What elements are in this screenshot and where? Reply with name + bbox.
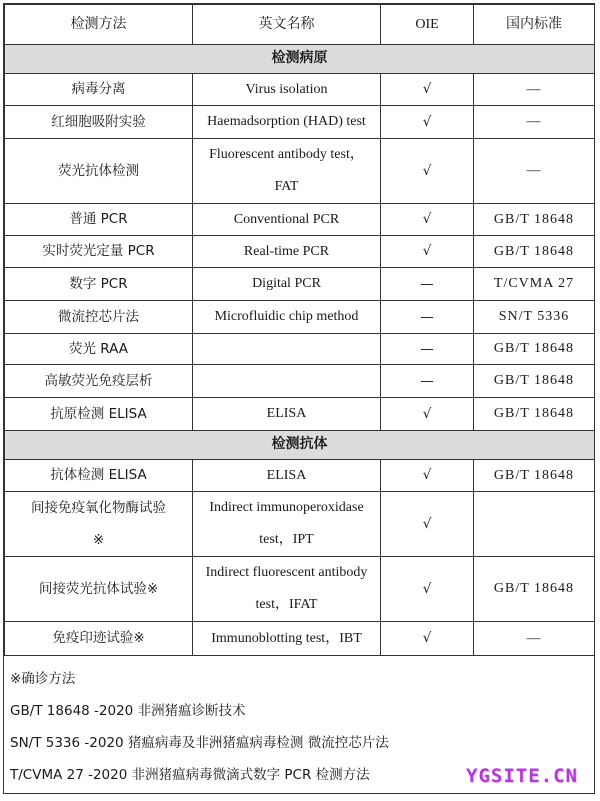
- english-name-cell-line: test，IFAT: [255, 597, 318, 612]
- national-standard-cell-line: —: [526, 81, 542, 97]
- english-name-cell: [193, 74, 381, 106]
- table-row: [5, 492, 595, 557]
- table-row: [5, 460, 595, 492]
- oie-cell-line: √: [422, 81, 432, 98]
- oie-cell-line: √: [422, 405, 432, 422]
- methods-table-frame: [3, 3, 595, 794]
- header-national-standard: 国内标准: [474, 5, 595, 45]
- english-name-cell: [193, 139, 381, 204]
- table-row: [5, 268, 595, 301]
- table-row: [5, 204, 595, 236]
- method-cell: [5, 236, 193, 268]
- method-cell: [5, 334, 193, 365]
- english-name-cell-line: Conventional PCR: [233, 211, 340, 227]
- national-standard-cell: [474, 492, 595, 557]
- english-name-cell: [193, 622, 381, 656]
- national-standard-cell-line: GB/T 18648: [493, 211, 575, 227]
- method-cell-line: 间接荧光抗体试验※: [38, 580, 159, 597]
- english-name-cell: [193, 460, 381, 492]
- oie-cell: [381, 557, 474, 622]
- note-tcvma: T/CVMA 27 -2020 非洲猪瘟病毒微滴式数字 PCR 检测方法: [10, 767, 370, 783]
- national-standard-cell-line: —: [526, 630, 542, 646]
- method-cell: [5, 557, 193, 622]
- method-cell-line: 荧光 RAA: [69, 340, 128, 357]
- oie-cell-line: —: [420, 340, 434, 357]
- note-snt: SN/T 5336 -2020 猪瘟病毒及非洲猪瘟病毒检测 微流控芯片法: [10, 735, 389, 751]
- method-cell: [5, 492, 193, 557]
- method-cell-line: 病毒分离: [71, 81, 126, 98]
- oie-cell-line: √: [422, 467, 432, 484]
- section-row-antibody: [5, 431, 595, 460]
- english-name-cell-line: Digital PCR: [252, 276, 321, 292]
- english-name-cell: [193, 492, 381, 557]
- method-cell: [5, 106, 193, 139]
- section-title-pathogen: 检测病原: [5, 45, 595, 74]
- english-name-cell: [193, 398, 381, 431]
- method-cell: [5, 622, 193, 656]
- section-row-pathogen: [5, 45, 595, 74]
- english-name-cell: [193, 301, 381, 334]
- method-cell-line: 数字 PCR: [69, 275, 128, 292]
- english-name-cell-line: Microfluidic chip method: [214, 309, 359, 325]
- oie-cell-line: √: [422, 515, 432, 532]
- table-row: [5, 557, 595, 622]
- english-name-cell: [193, 557, 381, 622]
- national-standard-cell-line: GB/T 18648: [493, 243, 575, 259]
- method-cell: [5, 460, 193, 492]
- oie-cell: [381, 622, 474, 656]
- national-standard-cell-line: GB/T 18648: [493, 406, 575, 422]
- national-standard-cell-line: GB/T 18648: [493, 467, 575, 483]
- method-cell: [5, 365, 193, 398]
- method-cell-line: 实时荧光定量 PCR: [42, 243, 155, 260]
- method-cell-line: 免疫印迹试验※: [52, 630, 145, 647]
- national-standard-cell: [474, 268, 595, 301]
- national-standard-cell-line: —: [526, 163, 542, 179]
- method-cell: [5, 204, 193, 236]
- table-row: [5, 139, 595, 204]
- oie-cell-line: —: [420, 275, 434, 292]
- oie-cell-line: —: [420, 372, 434, 389]
- english-name-cell-line: Fluorescent antibody test，: [209, 147, 364, 162]
- oie-cell-line: √: [422, 630, 432, 647]
- oie-cell: [381, 398, 474, 431]
- national-standard-cell: [474, 139, 595, 204]
- oie-cell: [381, 365, 474, 398]
- table-row: [5, 301, 595, 334]
- english-name-cell: [193, 365, 381, 398]
- oie-cell-line: √: [422, 113, 432, 130]
- oie-cell: [381, 236, 474, 268]
- method-cell-line: 微流控芯片法: [58, 308, 139, 325]
- national-standard-cell: [474, 334, 595, 365]
- method-cell: [5, 301, 193, 334]
- english-name-cell-line: Virus isolation: [245, 81, 328, 97]
- national-standard-cell-line: SN/T 5336: [498, 309, 570, 325]
- site-watermark: YGSITE.CN: [466, 765, 578, 787]
- english-name-cell-line: Immunoblotting test，IBT: [211, 630, 362, 646]
- table-row: [5, 365, 595, 398]
- table-row: [5, 334, 595, 365]
- national-standard-cell-line: GB/T 18648: [493, 341, 575, 357]
- table-row: [5, 398, 595, 431]
- national-standard-cell: [474, 460, 595, 492]
- oie-cell: [381, 106, 474, 139]
- english-name-cell: [193, 268, 381, 301]
- note-gbt: GB/T 18648 -2020 非洲猪瘟诊断技术: [10, 703, 246, 719]
- english-name-cell-line: ELISA: [266, 406, 307, 422]
- method-cell-line: 红细胞吸附实验: [51, 113, 146, 130]
- method-cell-line: 抗体检测 ELISA: [50, 467, 147, 484]
- oie-cell: [381, 204, 474, 236]
- oie-cell: [381, 334, 474, 365]
- header-oie: OIE: [381, 5, 474, 45]
- english-name-cell-line: ELISA: [266, 467, 307, 483]
- method-cell-line: 普通 PCR: [69, 211, 128, 228]
- english-name-cell-line: Haemadsorption (HAD) test: [207, 114, 366, 130]
- national-standard-cell: [474, 301, 595, 334]
- national-standard-cell: [474, 236, 595, 268]
- method-cell-line: 间接免疫氧化物酶试验: [31, 500, 166, 516]
- english-name-cell: [193, 334, 381, 365]
- english-name-cell-line: Indirect immunoperoxidase: [209, 500, 364, 515]
- method-cell: [5, 139, 193, 204]
- table-row: [5, 236, 595, 268]
- header-english: 英文名称: [193, 5, 381, 45]
- note-confirm: ※确诊方法: [10, 671, 76, 687]
- section-title-antibody: 检测抗体: [5, 431, 595, 460]
- method-cell-line: 抗原检测 ELISA: [50, 405, 147, 422]
- national-standard-cell: [474, 398, 595, 431]
- oie-cell-line: √: [422, 211, 432, 228]
- national-standard-cell: [474, 106, 595, 139]
- table-row: [5, 106, 595, 139]
- oie-cell: [381, 268, 474, 301]
- national-standard-cell: [474, 204, 595, 236]
- english-name-cell-line: Real-time PCR: [243, 243, 330, 259]
- oie-cell-line: √: [422, 243, 432, 260]
- method-cell: [5, 268, 193, 301]
- english-name-cell: [193, 106, 381, 139]
- oie-cell-line: —: [420, 308, 434, 325]
- method-cell-line: ※: [92, 532, 105, 548]
- national-standard-cell: [474, 365, 595, 398]
- english-name-cell-line: Indirect fluorescent antibody: [205, 565, 368, 580]
- oie-cell: [381, 301, 474, 334]
- english-name-cell-line: test，IPT: [259, 532, 314, 547]
- english-name-cell: [193, 204, 381, 236]
- oie-cell-line: √: [422, 580, 432, 597]
- national-standard-cell-line: GB/T 18648: [493, 581, 575, 597]
- method-cell: [5, 74, 193, 106]
- national-standard-cell-line: —: [526, 114, 542, 130]
- national-standard-cell-line: T/CVMA 27: [493, 276, 575, 292]
- header-method: 检测方法: [5, 5, 193, 45]
- oie-cell: [381, 139, 474, 204]
- table-row: [5, 622, 595, 656]
- english-name-cell-line: FAT: [274, 179, 299, 194]
- oie-cell: [381, 460, 474, 492]
- oie-cell: [381, 492, 474, 557]
- english-name-cell: [193, 236, 381, 268]
- method-cell: [5, 398, 193, 431]
- table-row: [5, 74, 595, 106]
- national-standard-cell-line: GB/T 18648: [493, 373, 575, 389]
- national-standard-cell: [474, 74, 595, 106]
- national-standard-cell: [474, 557, 595, 622]
- detection-methods-table: [4, 4, 595, 656]
- national-standard-cell: [474, 622, 595, 656]
- method-cell-line: 高敏荧光免疫层析: [44, 372, 153, 389]
- oie-cell: [381, 74, 474, 106]
- header-row: [5, 5, 595, 45]
- method-cell-line: 荧光抗体检测: [58, 162, 139, 179]
- oie-cell-line: √: [422, 162, 432, 179]
